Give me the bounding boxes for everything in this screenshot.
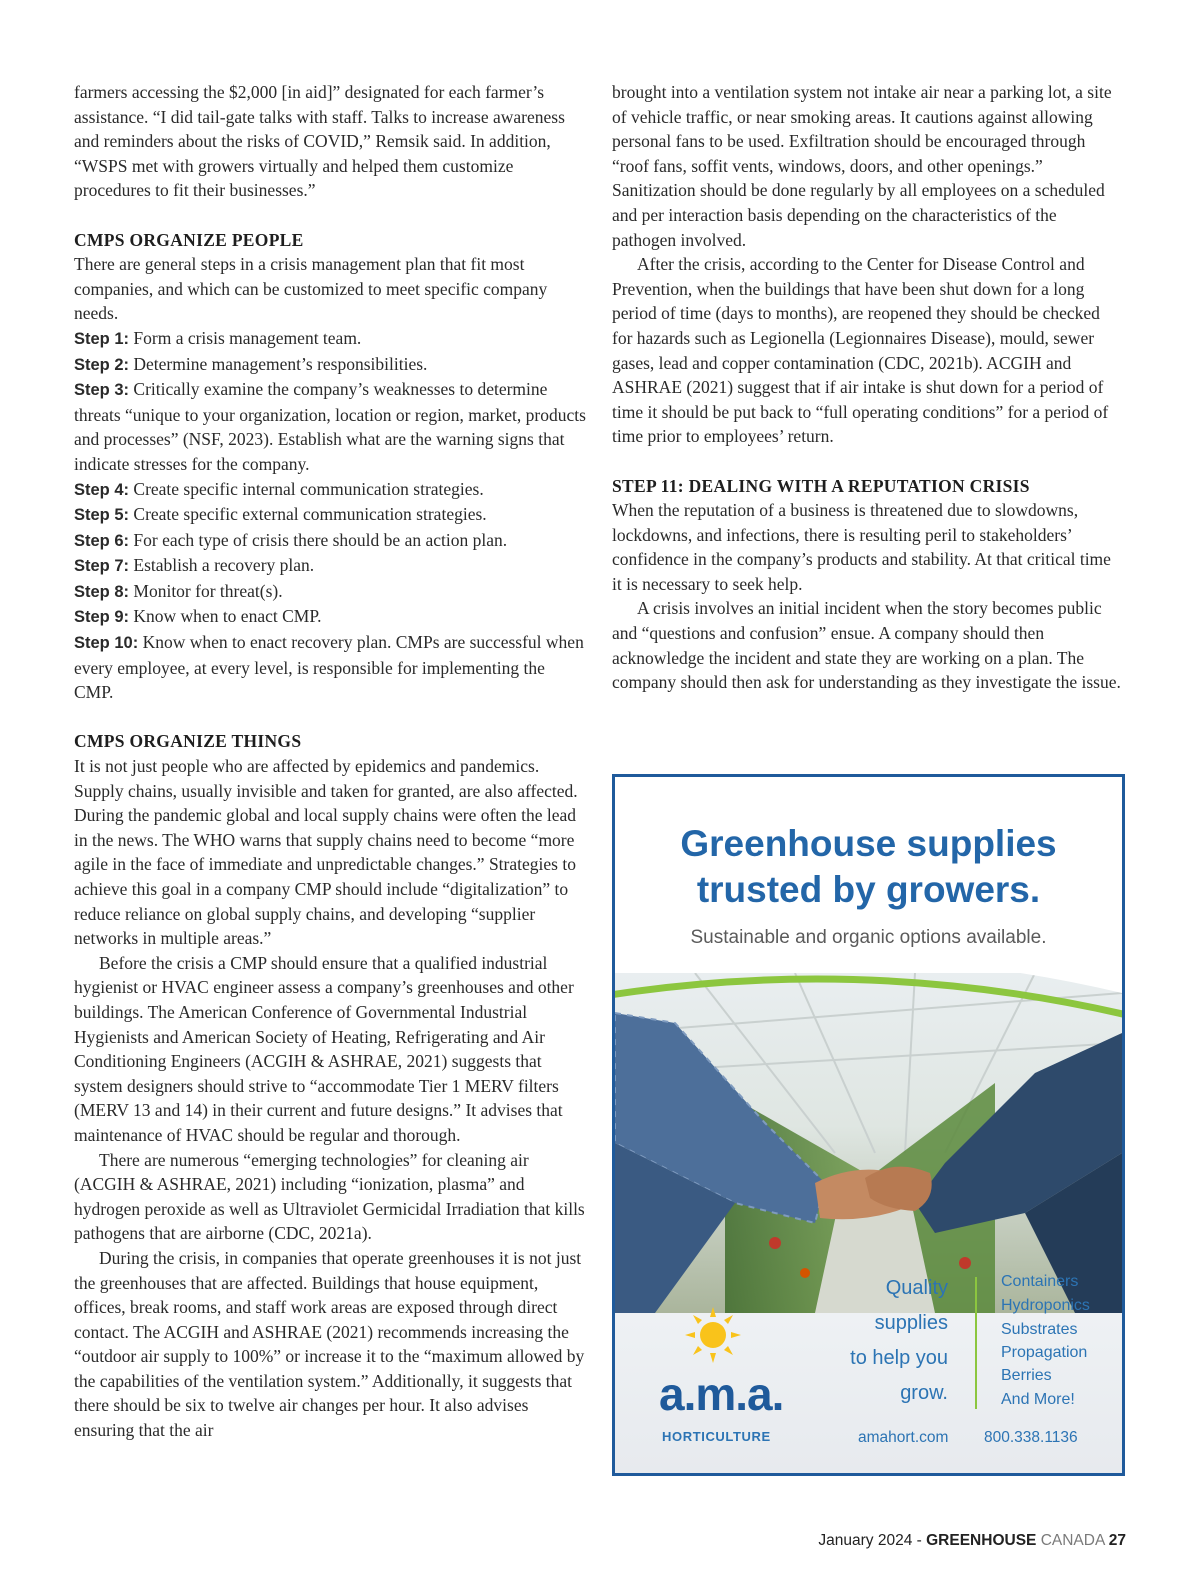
tagline-line-1: Quality <box>885 1277 948 1299</box>
tagline-line-3: to help you <box>850 1347 948 1369</box>
ad-headline <box>615 821 1122 913</box>
left-column <box>74 80 588 1443</box>
step-text: Establish a recovery plan. <box>133 555 315 576</box>
ventilation-paragraph: brought into a ventilation system not intake air near a parking lot, a site of vehicle traffic, or near smoking areas. It cautions against allowing personal fans to be used. Exfiltration should be encouraged through “roof fans, soffit vents, windows, doors, and other openings.” Sanitization should be done regularly by all employees on a scheduled and per interaction basis depending on the characteristics of the pathogen involved. <box>612 82 1112 250</box>
incident-paragraph: A crisis involves an initial incident when the story becomes public and “questions and confusion” ensue. A company should then acknowledge the incident and state they are working on a plan. The company should then ask for understanding as they investigate the issue. <box>612 598 1121 693</box>
step-label: Step 1: <box>74 329 130 348</box>
step-label: Step 5: <box>74 506 130 525</box>
ad-divider <box>975 1277 977 1409</box>
step-text: For each type of crisis there should be an action plan. <box>133 529 508 550</box>
step-item <box>74 326 588 352</box>
step-item <box>74 553 588 579</box>
step-item <box>74 352 588 378</box>
section-heading-things: CMPS ORGANIZE THINGS <box>74 731 302 752</box>
footer-magazine: GREENHOUSE <box>926 1532 1037 1549</box>
step-label: Step 8: <box>74 582 130 601</box>
steps-list <box>74 326 588 705</box>
step-text: Form a crisis management team. <box>133 327 362 348</box>
step-item <box>74 604 588 630</box>
tagline-line-4: grow. <box>900 1382 948 1404</box>
step-item <box>74 528 588 554</box>
step-text: Determine management’s responsibilities. <box>133 353 428 374</box>
page-footer <box>818 1532 1126 1550</box>
step-label: Step 6: <box>74 531 130 550</box>
product-item-more: And More! <box>1001 1391 1075 1408</box>
footer-date: January 2024 - <box>818 1532 922 1549</box>
ad-subhead: Sustainable and organic options available. <box>690 927 1047 948</box>
step-text: Create specific external communication strategies. <box>133 504 487 525</box>
step-text: Critically examine the company’s weaknesses to determine threats “unique to your organization, location or region, market, products and processes” (NSF, 2023). Establish what are the warning signs that indicate stresses for the company. <box>74 379 586 474</box>
ama-logo: a.m.a. <box>659 1368 784 1420</box>
section-heading-people: CMPS ORGANIZE PEOPLE <box>74 229 304 250</box>
step-text: Know when to enact CMP. <box>133 606 322 627</box>
things-paragraph-2: Before the crisis a CMP should ensure that a qualified industrial hygienist or HVAC engineer assess a company’s greenhouses and other buildings. The American Conference of Governmental Industrial Hygienists and American Society of Heating, Refrigerating and Air Conditioning Engineers (ACGIH & ASHRAE, 2021) suggests that system designers should strive to “accommodate Tier 1 MERV filters (MERV 13 and 14) in their current and future designs.” It advises that maintenance of HVAC should be regular and thorough. <box>74 952 574 1145</box>
footer-region: CANADA <box>1040 1532 1105 1549</box>
ama-logo-subtitle: HORTICULTURE <box>662 1429 771 1444</box>
step-item <box>74 579 588 605</box>
step-label: Step 10: <box>74 634 139 653</box>
step-text: Know when to enact recovery plan. CMPs are successful when every employee, at every level, is responsible for implementing the CMP. <box>74 632 584 703</box>
after-crisis-paragraph: After the crisis, according to the Center for Disease Control and Prevention, when the buildings that have been shut down for a long period of time (days to months), are reopened they should be checked for hazards such as Legionella (Legionnaires Disease), mould, sewer gases, lead and copper contamination (CDC, 2021b). ACGIH and ASHRAE (2021) suggest that if air intake is shut down for a period of time it should be put back to “full operating conditions” for a period of time prior to employees’ return. <box>612 254 1109 447</box>
ad-phone: 800.338.1136 <box>984 1429 1078 1446</box>
step-label: Step 4: <box>74 480 130 499</box>
step-label: Step 7: <box>74 557 130 576</box>
right-column <box>612 80 1122 695</box>
section-heading-step-11: STEP 11: DEALING WITH A REPUTATION CRISIS <box>612 475 1030 496</box>
step-item <box>74 502 588 528</box>
step-item <box>74 477 588 503</box>
step-label: Step 3: <box>74 381 130 400</box>
product-item-propagation: Propagation <box>1001 1344 1088 1361</box>
intro-paragraph: farmers accessing the $2,000 [in aid]” designated for each farmer’s assistance. “I did tail-gate talks with staff. Talks to increase awareness and reminders about the risks of COVID,” Remsik said. In addition, “WSPS met with growers virtually and helped them customize procedures to fit their businesses.” <box>74 82 565 201</box>
advertisement <box>612 774 1125 1476</box>
people-intro-paragraph: There are general steps in a crisis management plan that fit most companies, and which can be customized to meet specific company needs. <box>74 254 548 324</box>
step-label: Step 2: <box>74 355 130 374</box>
things-paragraph-4: During the crisis, in companies that operate greenhouses it is not just the greenhouses that are affected. Buildings that house equipment, offices, break rooms, and staff work areas are exposed through direct contact. The ACGIH and ASHRAE (2021) recommends increasing the “outdoor air supply to 100%” or increase it to the “maximum allowed by the capabilities of the ventilation system.” Additionally, it suggests that there should be six to twelve air changes per hour. It also advises ensuring that the air <box>74 1247 585 1441</box>
step-label: Step 9: <box>74 608 130 627</box>
things-paragraph-1: It is not just people who are affected by epidemics and pandemics. Supply chains, usually invisible and taken for granted, are also affected. During the pandemic global and local supply chains were often the lead in the news. The WHO warns that supply chains need to become “more agile in the face of immediate and unpredictable changes.” Strategies to achieve this goal in a company CMP should include “digitalization” to reduce reliance on global supply chains, and developing “supplier networks in multiple areas.” <box>74 756 578 949</box>
product-item-berries: Berries <box>1001 1367 1052 1384</box>
tagline-line-2: supplies <box>874 1312 948 1334</box>
ad-headline-line-1: Greenhouse supplies <box>680 823 1057 864</box>
product-item-hydroponics: Hydroponics <box>1001 1297 1090 1314</box>
step-text: Monitor for threat(s). <box>133 580 283 601</box>
reputation-paragraph: When the reputation of a business is threatened due to slowdowns, lockdowns, and infections, there is resulting peril to stakeholders’ confidence in the company’s products and stability. At that critical time it is necessary to seek help. <box>612 500 1111 594</box>
handshake-photo <box>615 973 1122 1313</box>
things-paragraph-3: There are numerous “emerging technologies” for cleaning air (ACGIH & ASHRAE, 2021) including “ionization, plasma” and hydrogen peroxide as well as Ultraviolet Germicidal Irradiation that kills pathogens that are airborne (CDC, 2021a). <box>74 1149 585 1244</box>
page-number: 27 <box>1108 1532 1126 1549</box>
product-item-containers: Containers <box>1001 1273 1079 1290</box>
step-item <box>74 630 588 705</box>
ad-website: amahort.com <box>858 1429 949 1446</box>
step-text: Create specific internal communication strategies. <box>133 478 484 499</box>
ad-headline-line-2: trusted by growers. <box>696 869 1041 910</box>
sun-icon <box>685 1307 741 1363</box>
step-item <box>74 377 588 476</box>
product-item-substrates: Substrates <box>1001 1321 1078 1338</box>
